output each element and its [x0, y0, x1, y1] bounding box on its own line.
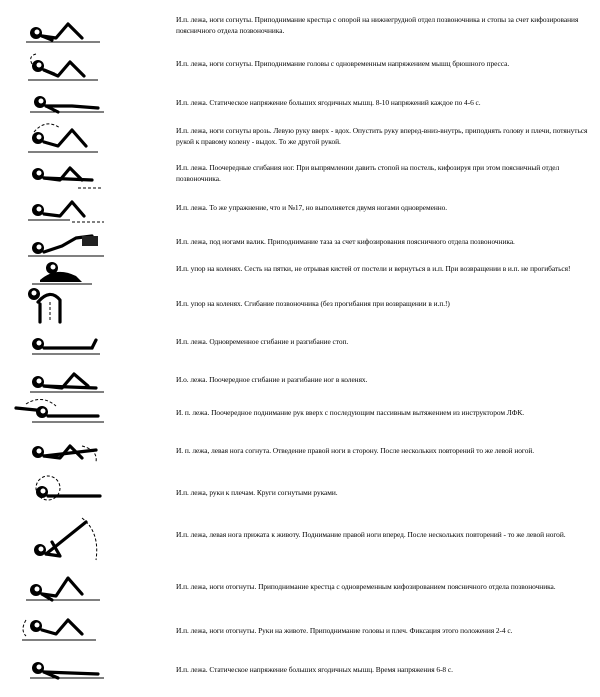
exercise-illustration	[12, 610, 116, 650]
exercise-illustration	[12, 432, 116, 472]
exercise-description: И.п. лежа. Статическое напряжение больших ягодичных мышц. Время напряжения 6-8 с.	[176, 665, 453, 674]
exercise-description: И.п. упор на коленях. Сесть на пятки, не отрывая кистей от постели и вернуться в и.п. При возвращении в и.п. не прогибаться!	[176, 264, 571, 273]
exercise-illustration	[12, 288, 116, 328]
exercise-description: И.п. лежа. Статическое напряжение больших ягодичных мышц. 8-10 напряжений каждое по 4-6 с.	[176, 98, 481, 107]
exercise-illustration	[12, 570, 116, 610]
exercise-description: И.п. лежа, ноги отогнуты. Руки на животе. Приподнимание головы и плеч. Фиксация этого положения 2-4 с.	[176, 626, 513, 635]
exercise-description: И.п. лежа, ноги согнуты. Приподнимание головы с одновременным напряжением мышц брюшного пресса.	[176, 59, 510, 68]
exercise-description: И.п. упор на коленях. Сгибание позвоночника (без прогибания при возвращении в и.п.!)	[176, 299, 450, 308]
exercise-description: И.п. лежа, ноги согнуты врозь. Левую руку вверх - вдох. Опустить руку вперед-вниз-внутрь, приподнять голову и плечи, потянуться рукой к правому колену - выдох. То же другой рукой.	[176, 126, 588, 146]
exercise-description: И.п. лежа, левая нога прижата к животу. Поднимание правой ноги вперед. После нескольких повторений - то же левой ногой.	[176, 530, 566, 539]
exercise-description: И.п. лежа. Поочередные сгибания ног. При выпрямлении давить стопой на постель, кифозируя при этом поясничный отдел позвоночника.	[176, 163, 560, 183]
exercise-description: И.п. лежа. Одновременное сгибание и разгибание стоп.	[176, 337, 349, 346]
exercise-description: И.п. лежа, ноги отогнуты. Приподнимание крестца с одновременным кифозированием поясничного отдела позвоночника.	[176, 582, 556, 591]
exercise-illustration	[12, 48, 116, 88]
exercise-description: И.п. лежа, ноги согнуты. Приподнимание крестца с опорой на нижнегрудной отдел позвоночника и стопы за счет кифозирования поясничного отдела позвоночника.	[176, 15, 579, 35]
exercise-description: И. п. лежа, левая нога согнута. Отведение правой ноги в сторону. После нескольких повторений то же левой ногой.	[176, 446, 535, 455]
exercise-description: И. п. лежа. Поочередное поднимание рук вверх с последующим пассивным вытяжением из инструктором ЛФК.	[176, 408, 525, 417]
exercise-description: И.п. лежа. То же упражнение, что и №17, но выполняется двумя ногами одновременно.	[176, 203, 448, 212]
exercise-illustration	[12, 8, 116, 48]
exercise-illustration	[12, 328, 116, 368]
exercise-illustration	[12, 512, 116, 568]
exercise-illustration	[12, 396, 116, 436]
exercise-description: И.о. лежа. Поочередное сгибание и разгибание ног в коленях.	[176, 375, 368, 384]
exercise-illustration	[12, 652, 116, 692]
exercise-illustration	[12, 154, 116, 194]
exercise-description: И.п. лежа, под ногами валик. Приподнимание таза за счет кифозирования поясничного отдела позвоночника.	[176, 237, 515, 246]
exercise-description: И.п. лежа, руки к плечам. Круги согнутыми руками.	[176, 488, 338, 497]
exercise-illustration	[12, 472, 116, 512]
exercise-illustration	[12, 118, 116, 158]
